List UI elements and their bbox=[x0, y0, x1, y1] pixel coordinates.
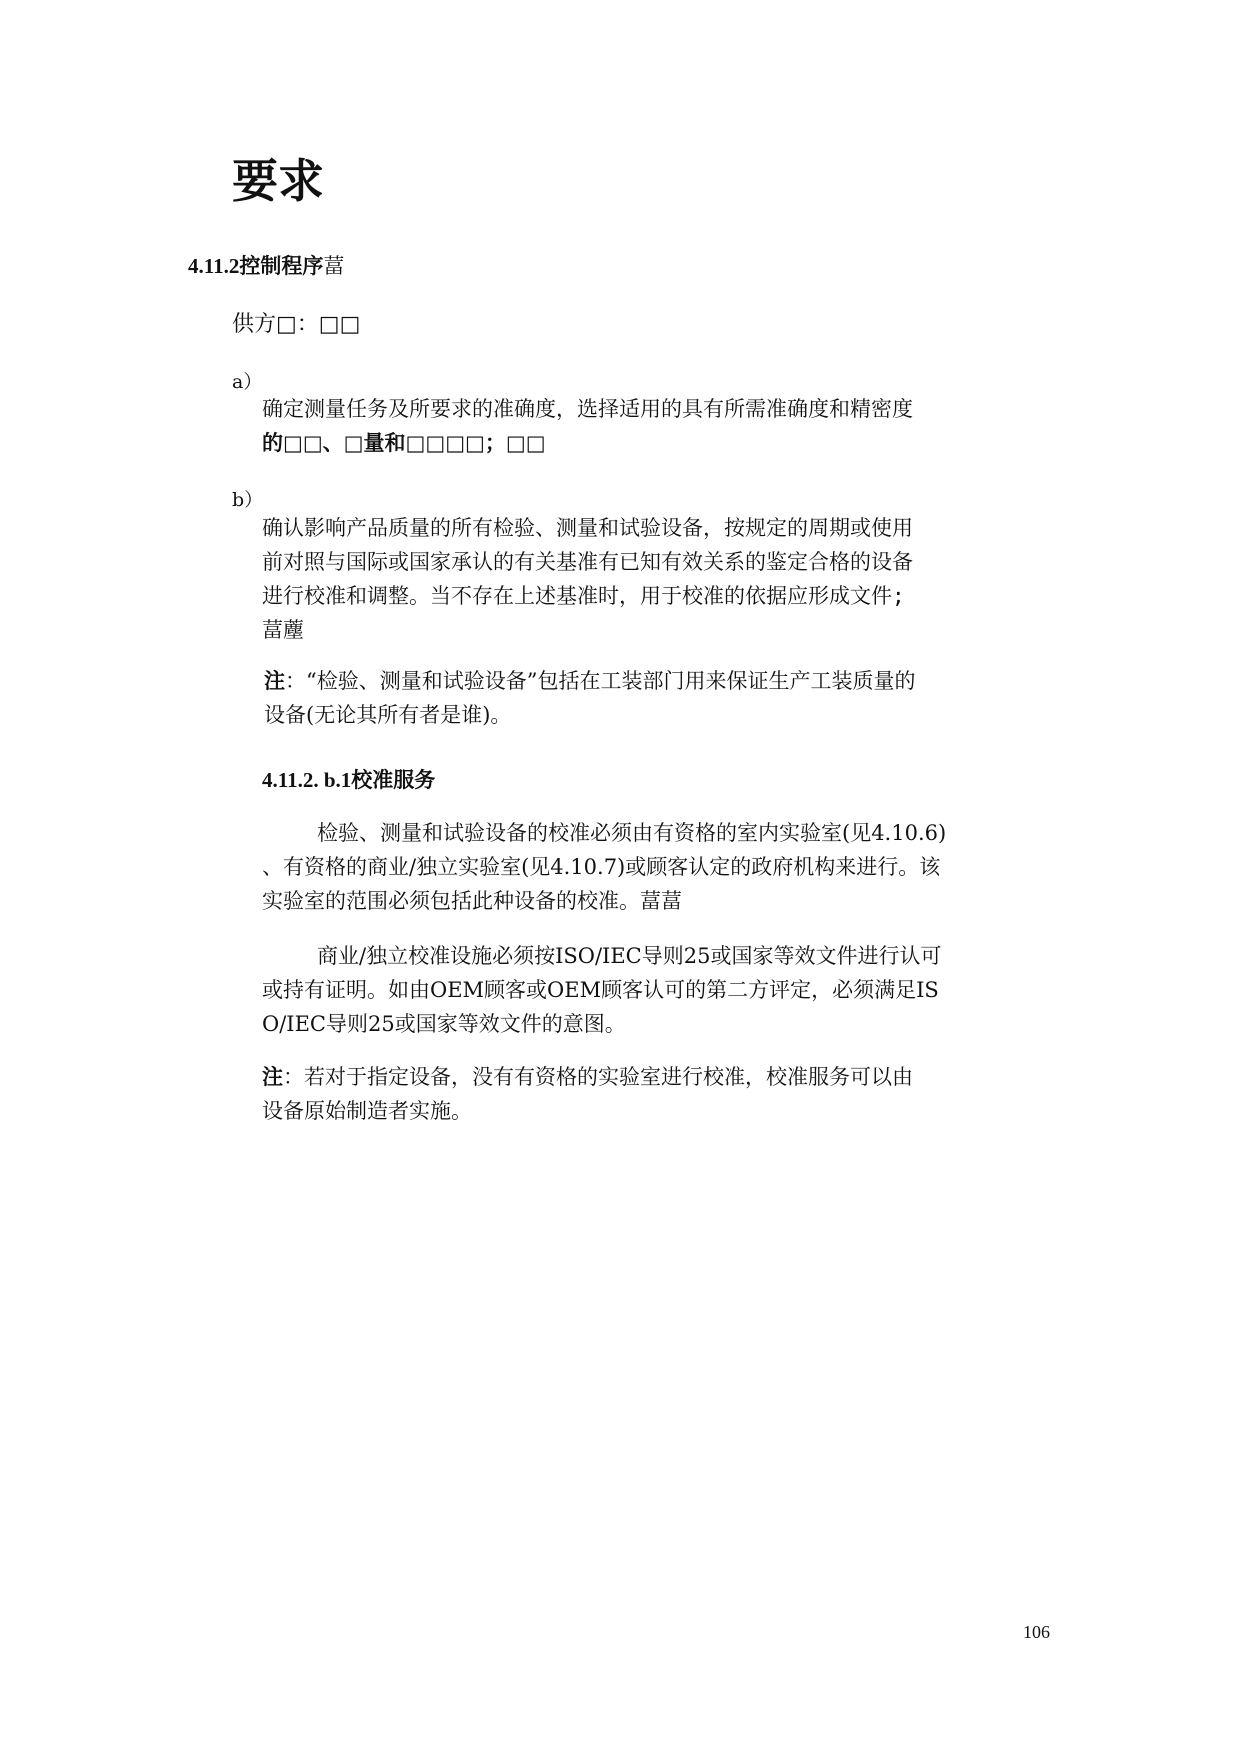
item-a-text bbox=[262, 392, 1052, 460]
item-b-line-2: 前对照与国际或国家承认的有关基准有已知有效关系的鉴定合格的设备 bbox=[262, 550, 913, 574]
note-1-label: 注 bbox=[264, 669, 285, 693]
note-2 bbox=[262, 1060, 1052, 1128]
paragraph-2 bbox=[262, 939, 1062, 1041]
note-1-line-2: 设备(无论其所有者是谁)。 bbox=[264, 703, 512, 727]
item-a-line-1: 确定测量任务及所要求的准确度，选择适用的具有所需准确度和精密度 bbox=[262, 397, 913, 421]
item-b-text bbox=[262, 511, 1052, 647]
item-a-line-2: 的□□、□量和□□□□；□□ bbox=[262, 431, 546, 455]
paragraph-1-line-1: 检验、测量和试验设备的校准必须由有资格的室内实验室(见4.10.6) bbox=[317, 821, 947, 845]
paragraph-2-line-2: 或持有证明。如由OEM顾客或OEM顾客认可的第二方评定，必须满足IS bbox=[262, 978, 939, 1002]
paragraph-2-line-3: O/IEC导则25或国家等效文件的意图。 bbox=[262, 1012, 626, 1036]
item-b-marker: b） bbox=[232, 489, 264, 511]
paragraph-1-line-2: 、有资格的商业/独立实验室(见4.10.7)或顾客认定的政府机构来进行。该 bbox=[262, 855, 941, 879]
paragraph-2-line-1: 商业/独立校准设施必须按ISO/IEC导则25或国家等效文件进行认可 bbox=[317, 944, 942, 968]
subsection-number: 4.11.2. b.1 bbox=[262, 768, 352, 792]
note-1-line-1: ：“检验、测量和试验设备”包括在工装部门用来保证生产工装质量的 bbox=[285, 669, 916, 693]
note-2-label: 注 bbox=[262, 1065, 283, 1089]
item-a-marker: a） bbox=[232, 371, 263, 393]
section-mark: 葍 bbox=[323, 254, 345, 278]
subsection-heading bbox=[262, 764, 435, 794]
section-number: 4.11.2 bbox=[188, 254, 240, 278]
paragraph-1-line-3: 实验室的范围必须包括此种设备的校准。葍葍 bbox=[262, 889, 682, 913]
note-1 bbox=[264, 664, 1054, 732]
page-title: 要求 bbox=[232, 154, 324, 208]
paragraph-1 bbox=[262, 816, 1062, 918]
note-2-line-2: 设备原始制造者实施。 bbox=[262, 1099, 472, 1123]
item-b-line-1: 确认影响产品质量的所有检验、测量和试验设备，按规定的周期或使用 bbox=[262, 516, 913, 540]
item-b-line-4: 葍薼 bbox=[262, 618, 304, 642]
supplier-line: 供方□：□□ bbox=[232, 312, 361, 337]
item-b-line-3: 进行校准和调整。当不存在上述基准时，用于校准的依据应形成文件; bbox=[262, 584, 905, 608]
page-number: 106 bbox=[1023, 1622, 1050, 1642]
section-heading bbox=[188, 250, 344, 280]
note-2-line-1: ：若对于指定设备，没有有资格的实验室进行校准，校准服务可以由 bbox=[283, 1065, 913, 1089]
section-title: 控制程序 bbox=[239, 254, 324, 278]
subsection-title: 校准服务 bbox=[351, 768, 436, 792]
